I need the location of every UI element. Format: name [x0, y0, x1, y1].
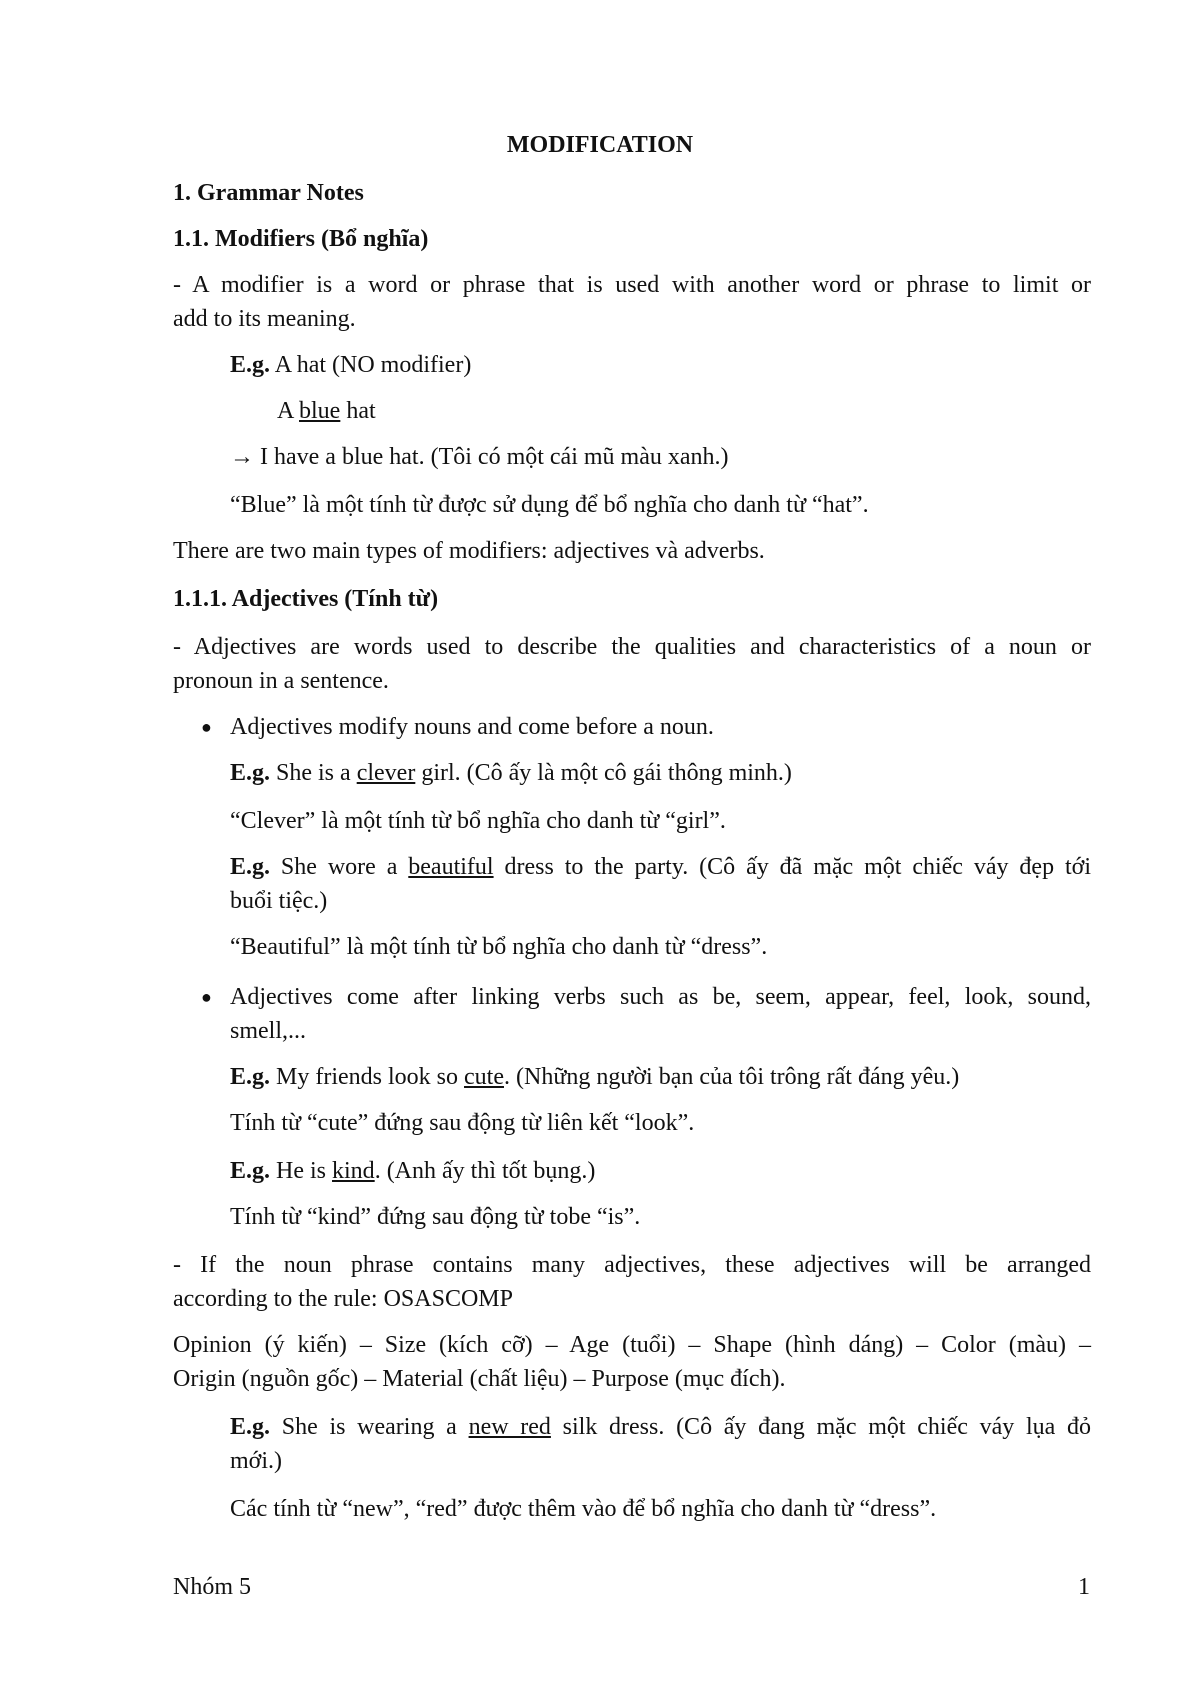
- example-blue-hat: [277, 396, 376, 426]
- heading-modifiers: 1.1. Modifiers (Bổ nghĩa): [173, 226, 429, 252]
- bullet-icon: ●: [201, 987, 212, 1007]
- example-text: She is a: [270, 760, 357, 786]
- explanation-new-red: Các tính từ “new”, “red” được thêm vào để bổ nghĩa cho danh từ “dress”.: [230, 1496, 937, 1522]
- example-text: . (Những người bạn của tôi trông rất đáng yêu.): [504, 1064, 960, 1090]
- underlined-modifier: blue: [299, 398, 341, 424]
- order-rule-line2: according to the rule: OSASCOMP: [173, 1286, 513, 1312]
- bullet1-text: Adjectives modify nouns and come before a noun.: [230, 714, 714, 740]
- example-kind: [230, 1156, 595, 1186]
- eg-label: E.g.: [230, 1158, 271, 1184]
- osascomp-line1: Opinion (ý kiến) – Size (kích cỡ) – Age (tuổi) – Shape (hình dáng) – Color (màu) –: [173, 1332, 1091, 1358]
- explanation-kind: Tính từ “kind” đứng sau động từ tobe “is”.: [230, 1204, 641, 1230]
- bullet-icon: ●: [201, 717, 212, 737]
- heading-grammar-notes: 1. Grammar Notes: [173, 180, 364, 206]
- example-text: hat: [340, 398, 376, 424]
- explanation-cute: Tính từ “cute” đứng sau động từ liên kết “look”.: [230, 1110, 695, 1136]
- example-cute: [230, 1062, 959, 1092]
- eg-label: E.g.: [230, 760, 271, 786]
- underlined-modifier: clever: [356, 760, 416, 786]
- example-text: A hat (NO modifier): [270, 352, 472, 378]
- underlined-modifier: beautiful: [408, 854, 494, 880]
- example-new-red-line1: [230, 1412, 1091, 1442]
- eg-label: E.g.: [230, 1414, 271, 1440]
- page-title: MODIFICATION: [506, 132, 694, 158]
- bullet2-line1: Adjectives come after linking verbs such as be, seem, appear, feel, look, sound,: [230, 984, 1091, 1010]
- example-text: dress to the party. (Cô ấy đã mặc một chiếc váy đẹp tới: [493, 854, 1091, 880]
- example-text: . (Anh ấy thì tốt bụng.): [374, 1158, 596, 1184]
- eg-label: E.g.: [230, 352, 271, 378]
- example-text: She is wearing a: [270, 1414, 469, 1440]
- example-text: She wore a: [270, 854, 409, 880]
- modifier-definition-line2: add to its meaning.: [173, 306, 356, 332]
- eg-label: E.g.: [230, 854, 271, 880]
- osascomp-line2: Origin (nguồn gốc) – Material (chất liệu) – Purpose (mục đích).: [173, 1366, 786, 1392]
- heading-adjectives: 1.1.1. Adjectives (Tính từ): [173, 586, 439, 612]
- explanation-beautiful: “Beautiful” là một tính từ bổ nghĩa cho danh từ “dress”.: [230, 934, 768, 960]
- underlined-modifier: new red: [468, 1414, 551, 1440]
- bullet2-line2: smell,...: [230, 1018, 306, 1044]
- modifier-definition-line1: - A modifier is a word or phrase that is used with another word or phrase to limit or: [173, 272, 1091, 298]
- adjective-definition-line2: pronoun in a sentence.: [173, 668, 389, 694]
- example-beautiful-line1: [230, 852, 1091, 882]
- example-text: A: [277, 398, 300, 424]
- example-text: He is: [270, 1158, 333, 1184]
- example-explanation: “Blue” là một tính từ được sử dụng để bổ nghĩa cho danh từ “hat”.: [230, 492, 869, 518]
- underlined-modifier: cute: [464, 1064, 504, 1090]
- example-text: I have a blue hat. (Tôi có một cái mũ màu xanh.): [254, 444, 729, 470]
- example-clever: [230, 758, 792, 788]
- example-beautiful-line2: buổi tiệc.): [230, 888, 328, 914]
- explanation-clever: “Clever” là một tính từ bổ nghĩa cho danh từ “girl”.: [230, 808, 726, 834]
- example-sentence: [230, 442, 729, 472]
- order-rule-line1: - If the noun phrase contains many adjectives, these adjectives will be arranged: [173, 1252, 1091, 1278]
- footer-page-number: 1: [1078, 1574, 1090, 1600]
- underlined-modifier: kind: [332, 1158, 375, 1184]
- example-hat: [230, 350, 471, 380]
- example-text: silk dress. (Cô ấy đang mặc một chiếc váy lụa đỏ: [550, 1414, 1091, 1440]
- eg-label: E.g.: [230, 1064, 271, 1090]
- example-text: My friends look so: [270, 1064, 465, 1090]
- arrow-icon: →: [230, 444, 254, 470]
- example-new-red-line2: mới.): [230, 1448, 283, 1474]
- adjective-definition-line1: - Adjectives are words used to describe the qualities and characteristics of a noun or: [173, 634, 1091, 660]
- footer-group-name: Nhóm 5: [173, 1574, 251, 1600]
- types-sentence: There are two main types of modifiers: adjectives và adverbs.: [173, 538, 765, 564]
- example-text: girl. (Cô ấy là một cô gái thông minh.): [415, 760, 792, 786]
